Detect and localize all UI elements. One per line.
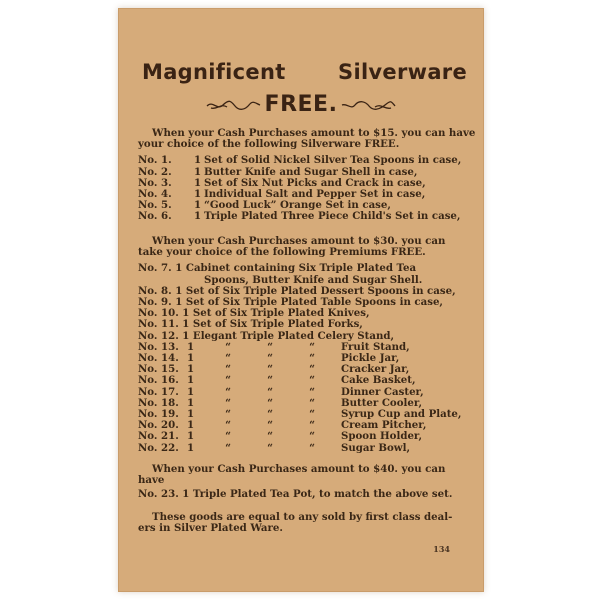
section3-intro-line2: have (138, 474, 165, 487)
silverware-card (118, 8, 484, 592)
section1-intro-line2: your choice of the following Silverware FREE. (138, 138, 400, 151)
list-item: No. 17. 1 “ “ “ Dinner Caster, (138, 385, 424, 398)
list-item: No. 8. 1 Set of Six Triple Plated Dessert Spoons in case, (138, 284, 456, 297)
list-item: No. 12. 1 Elegant Triple Plated Celery Stand, (138, 329, 395, 342)
list-item: No. 5. 1 “Good Luck” Orange Set in case, (138, 199, 391, 212)
free-heading (118, 92, 484, 117)
list-item: No. 3. 1 Set of Six Nut Picks and Crack in case, (138, 176, 426, 189)
left-flourish-icon (205, 97, 261, 113)
list-item: No. 15. 1 “ “ “ Cracker Jar, (138, 363, 410, 376)
item-7-line2: Spoons, Butter Knife and Sugar Shell. (204, 273, 423, 286)
list-item: No. 20. 1 “ “ “ Cream Pitcher, (138, 419, 427, 432)
list-item: No. 6. 1 Triple Plated Three Piece Child's Set in case, (138, 210, 461, 223)
list-item: No. 21. 1 “ “ “ Spoon Holder, (138, 430, 423, 443)
section2-intro-line1: When your Cash Purchases amount to $30. you can (152, 235, 446, 247)
footer-line1: These goods are equal to any sold by first class deal- (152, 511, 453, 523)
free-label: FREE. (264, 92, 338, 117)
list-item: No. 11. 1 Set of Six Triple Plated Forks, (138, 318, 363, 331)
right-flourish-icon (341, 97, 397, 113)
item-7-line1: No. 7. 1 Cabinet containing Six Triple Plated Tea (138, 262, 417, 275)
list-item: No. 4. 1 Individual Salt and Pepper Set in case, (138, 188, 426, 201)
footer-note (138, 512, 472, 534)
section-40-dollars (138, 464, 472, 501)
list-item: No. 9. 1 Set of Six Triple Plated Table Spoons in case, (138, 296, 443, 309)
list-item: No. 2. 1 Butter Knife and Sugar Shell in case, (138, 165, 418, 178)
list-item: No. 10. 1 Set of Six Triple Plated Knives, (138, 307, 370, 320)
item-23: No. 23. 1 Triple Plated Tea Pot, to match the above set. (138, 488, 453, 501)
list-item: No. 22. 1 “ “ “ Sugar Bowl, (138, 441, 410, 454)
section3-intro-line1: When your Cash Purchases amount to $40. you can (152, 463, 446, 475)
title-left: Magnificent (142, 60, 286, 84)
section-30-dollars (138, 236, 472, 454)
list-item: No. 1. 1 Set of Solid Nickel Silver Tea Spoons in case, (138, 154, 462, 167)
section-15-dollars (138, 127, 476, 223)
list-item: No. 18. 1 “ “ “ Butter Cooler, (138, 396, 423, 409)
footer-line2: ers in Silver Plated Ware. (138, 522, 283, 535)
list-item: No. 16. 1 “ “ “ Cake Basket, (138, 374, 416, 387)
list-item: No. 13. 1 “ “ “ Fruit Stand, (138, 340, 410, 353)
page-title (118, 60, 484, 84)
page-number: 134 (433, 544, 450, 554)
section1-intro-line1: When your Cash Purchases amount to $15. you can have (152, 127, 476, 139)
list-item: No. 19. 1 “ “ “ Syrup Cup and Plate, (138, 408, 462, 421)
list-item: No. 14. 1 “ “ “ Pickle Jar, (138, 352, 400, 365)
title-right: Silverware (338, 60, 467, 84)
section2-intro-line2: take your choice of the following Premiums FREE. (138, 246, 426, 259)
